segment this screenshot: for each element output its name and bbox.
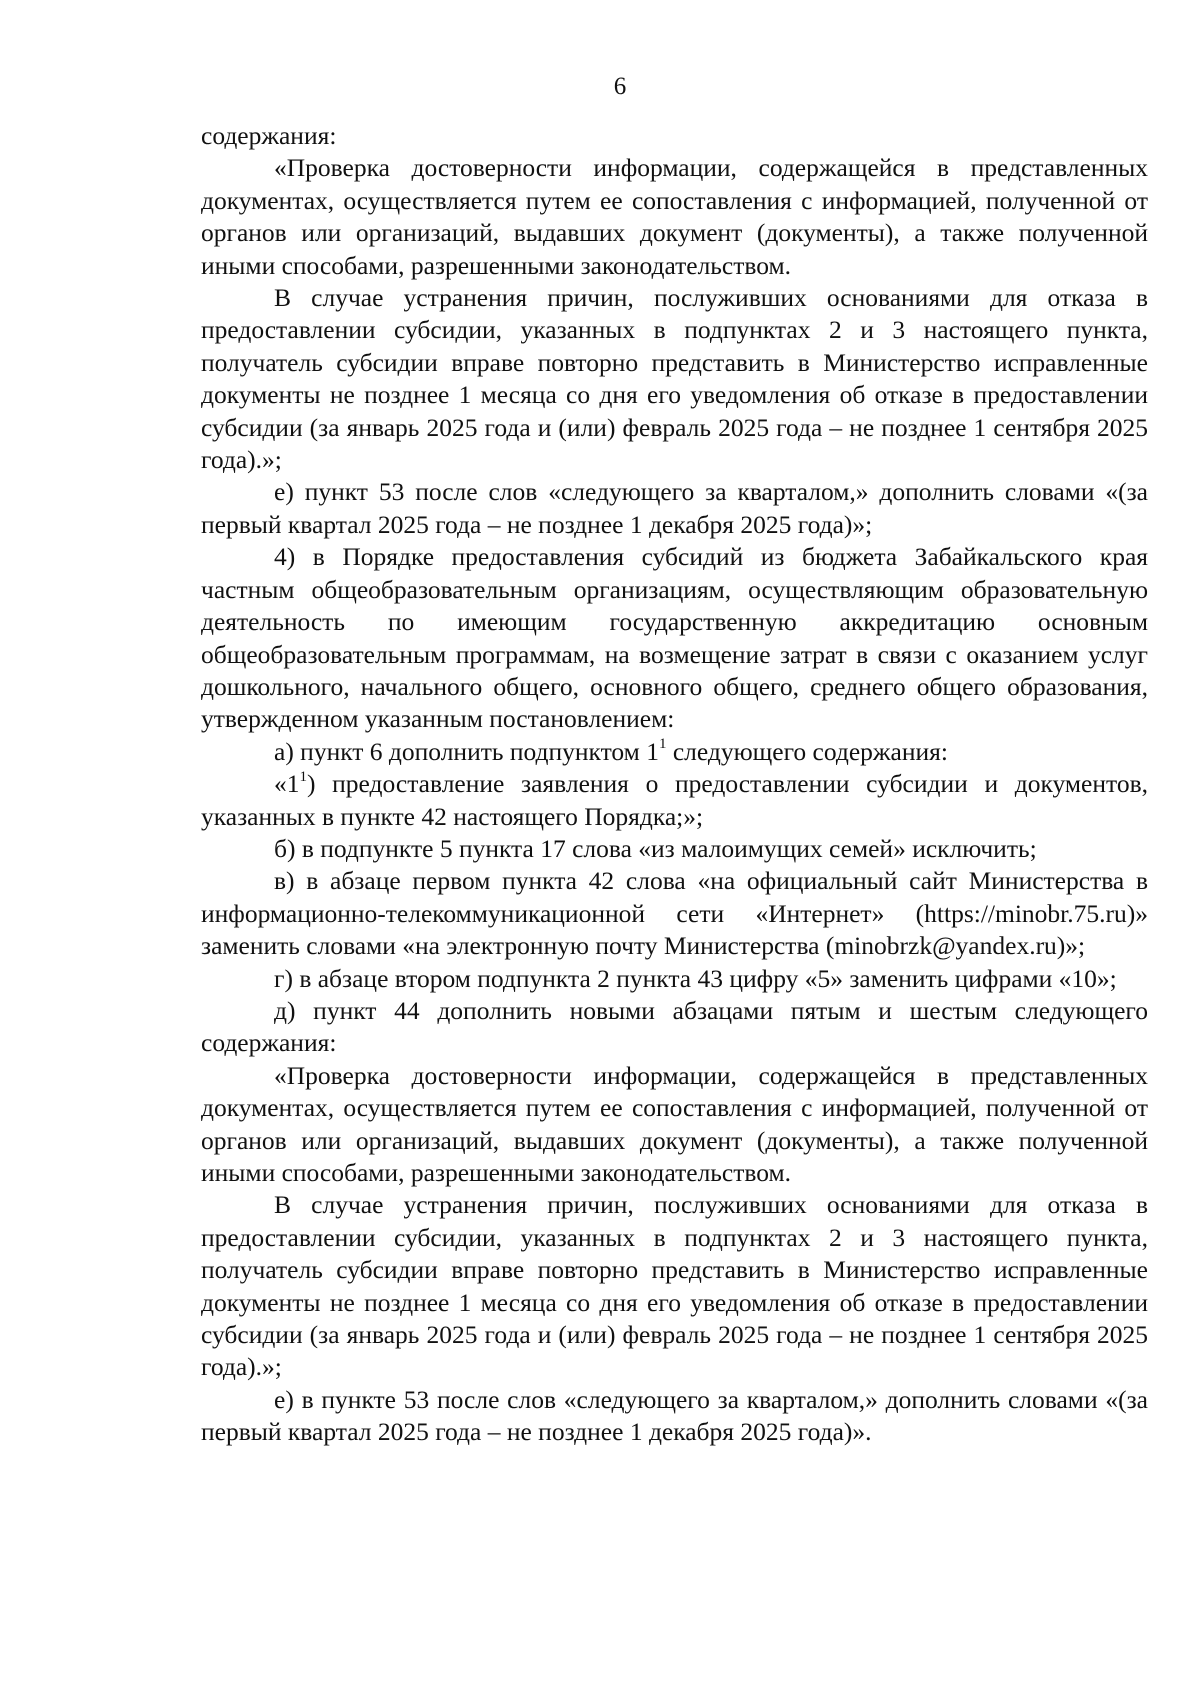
paragraph: г) в абзаце втором подпункта 2 пункта 43 цифру «5» заменить цифрами «10»; — [274, 963, 1117, 993]
paragraph: В случае устранения причин, послуживших основаниями для отказа в предоставлении субсидии, указанных в подпунктах 2 и 3 настоящего пункта, получатель субсидии вправе повторно представить в Министерство исправленные документы не позднее 1 месяца со дня его уведомления об отказе в предоставлении субсидии (за январь 2025 года и (или) февраль 2025 года – не позднее 1 сентября 2025 года).»; — [201, 283, 1148, 475]
paragraph-text: ) предоставление заявления о предоставлении субсидии и документов, указанных в пункте 42 настоящего Порядка;»; — [201, 769, 1148, 831]
paragraph: «Проверка достоверности информации, содержащейся в представленных документах, осуществляется путем ее сопоставления с информацией, полученной от органов или организаций, выдавших документ (документы), а также полученной иными способами, разрешенными законодательством. — [201, 1060, 1148, 1187]
paragraph: в) в абзаце первом пункта 42 слова «на официальный сайт Министерства в информационно-телекоммуникационной сети «Интернет» (https://minobr.75.ru)» заменить словами «на электронную почту Министерства (minobrzk@yandex.ru)»; — [201, 866, 1148, 961]
paragraph: содержания: — [201, 121, 337, 150]
paragraph-text: следующего содержания: — [666, 736, 948, 766]
page-number: 6 — [613, 73, 627, 100]
paragraph — [201, 736, 1148, 768]
paragraph: В случае устранения причин, послуживших основаниями для отказа в предоставлении субсидии, указанных в подпунктах 2 и 3 настоящего пункта, получатель субсидии вправе повторно представить в Министерство исправленные документы не позднее 1 месяца со дня его уведомления об отказе в предоставлении субсидии (за январь 2025 года и (или) февраль 2025 года – не позднее 1 сентября 2025 года).»; — [201, 1190, 1148, 1382]
paragraph: б) в подпункте 5 пункта 17 слова «из малоимущих семей» исключить; — [274, 833, 1037, 863]
paragraph: е) пункт 53 после слов «следующего за кварталом,» дополнить словами «(за первый квартал 2025 года – не позднее 1 декабря 2025 года)»; — [201, 477, 1148, 539]
paragraph-text: «1 — [274, 769, 300, 799]
document-body — [201, 120, 1148, 1449]
superscript: 1 — [658, 736, 667, 753]
paragraph: е) в пункте 53 после слов «следующего за кварталом,» дополнить словами «(за первый квартал 2025 года – не позднее 1 декабря 2025 года)». — [201, 1384, 1148, 1447]
superscript: 1 — [299, 768, 307, 785]
paragraph: «Проверка достоверности информации, содержащейся в представленных документах, осуществляется путем ее сопоставления с информацией, полученной от органов или организаций, выдавших документ (документы), а также полученной иными способами, разрешенными законодательством. — [201, 153, 1148, 280]
paragraph: д) пункт 44 дополнить новыми абзацами пятым и шестым следующего содержания: — [201, 995, 1148, 1058]
paragraph-text: а) пункт 6 дополнить подпунктом 1 — [274, 736, 659, 766]
paragraph: 4) в Порядке предоставления субсидий из бюджета Забайкальского края частным общеобразовательным организациям, осуществляющим образовательную деятельность по имеющим государственную аккредитацию основным общеобразовательным программам, на возмещение затрат в связи с оказанием услуг дошкольного, начального общего, основного общего, среднего общего образования, утвержденном указанным постановлением: — [201, 542, 1148, 734]
paragraph — [201, 768, 1148, 833]
